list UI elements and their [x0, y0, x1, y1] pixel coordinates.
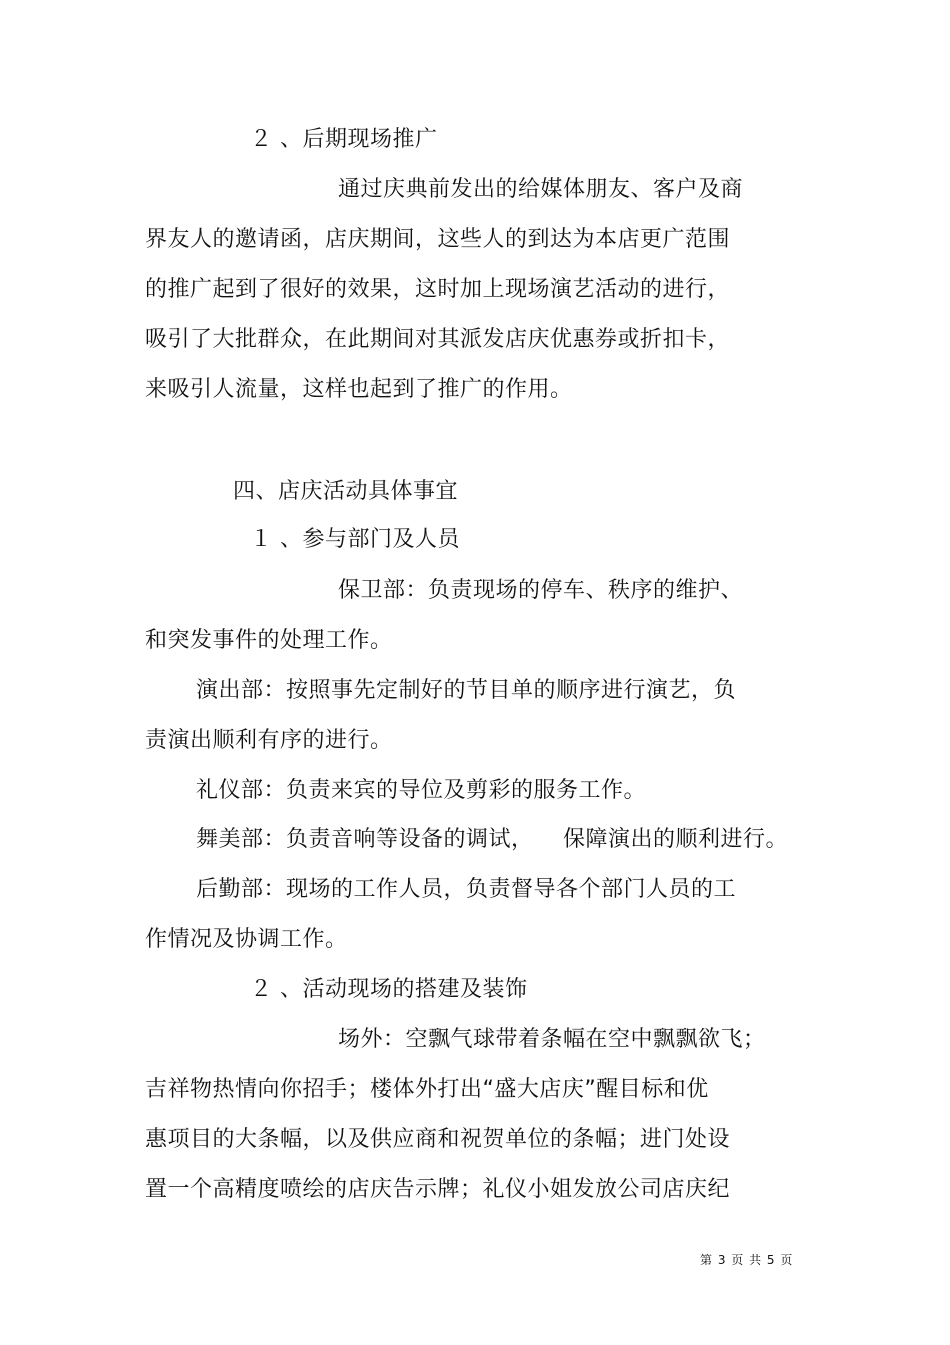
paragraph-line: 置一个高精度喷绘的店庆告示牌；礼仪小姐发放公司店庆纪: [145, 1177, 731, 1202]
paragraph-line: 界友人的邀请函，店庆期间，这些人的到达为本店更广范围: [145, 227, 731, 252]
paragraph-line: 保障演出的顺利进行。: [563, 827, 789, 852]
subsection-heading-venue-setup: ２ 、活动现场的搭建及装饰: [250, 977, 528, 1002]
paragraph-line: 保卫部：负责现场的停车、秩序的维护、: [338, 578, 744, 603]
paragraph-line: 责演出顺利有序的进行。: [145, 728, 393, 753]
paragraph-line: 通过庆典前发出的给媒体朋友、客户及商: [338, 177, 744, 202]
section-heading-later-promotion: ２ 、后期现场推广: [250, 127, 438, 152]
page-number: 第 3 页 共 5 页: [700, 1253, 794, 1267]
paragraph-line: 礼仪部：负责来宾的导位及剪彩的服务工作。: [196, 778, 647, 803]
subsection-heading-departments: １ 、参与部门及人员: [250, 527, 460, 552]
section-heading-event-details: 四、店庆活动具体事宜: [233, 479, 459, 504]
paragraph-line: 的推广起到了很好的效果，这时加上现场演艺活动的进行，: [145, 277, 731, 302]
paragraph-line: 场外：空飘气球带着条幅在空中飘飘欲飞；: [338, 1027, 766, 1052]
paragraph-line: 吸引了大批群众，在此期间对其派发店庆优惠券或折扣卡，: [145, 327, 731, 352]
paragraph-line: 来吸引人流量，这样也起到了推广的作用。: [145, 377, 573, 402]
paragraph-line: 演出部：按照事先定制好的节目单的顺序进行演艺，负: [196, 678, 737, 703]
paragraph-line: 舞美部：负责音响等设备的调试，: [196, 827, 534, 852]
paragraph-line: 吉祥物热情向你招手；楼体外打出“盛大店庆”醒目标和优: [145, 1077, 709, 1102]
paragraph-line: 后勤部：现场的工作人员，负责督导各个部门人员的工: [196, 877, 737, 902]
paragraph-line: 和突发事件的处理工作。: [145, 628, 393, 653]
paragraph-line: 作情况及协调工作。: [145, 927, 348, 952]
paragraph-line: 惠项目的大条幅，以及供应商和祝贺单位的条幅；进门处设: [145, 1127, 731, 1152]
